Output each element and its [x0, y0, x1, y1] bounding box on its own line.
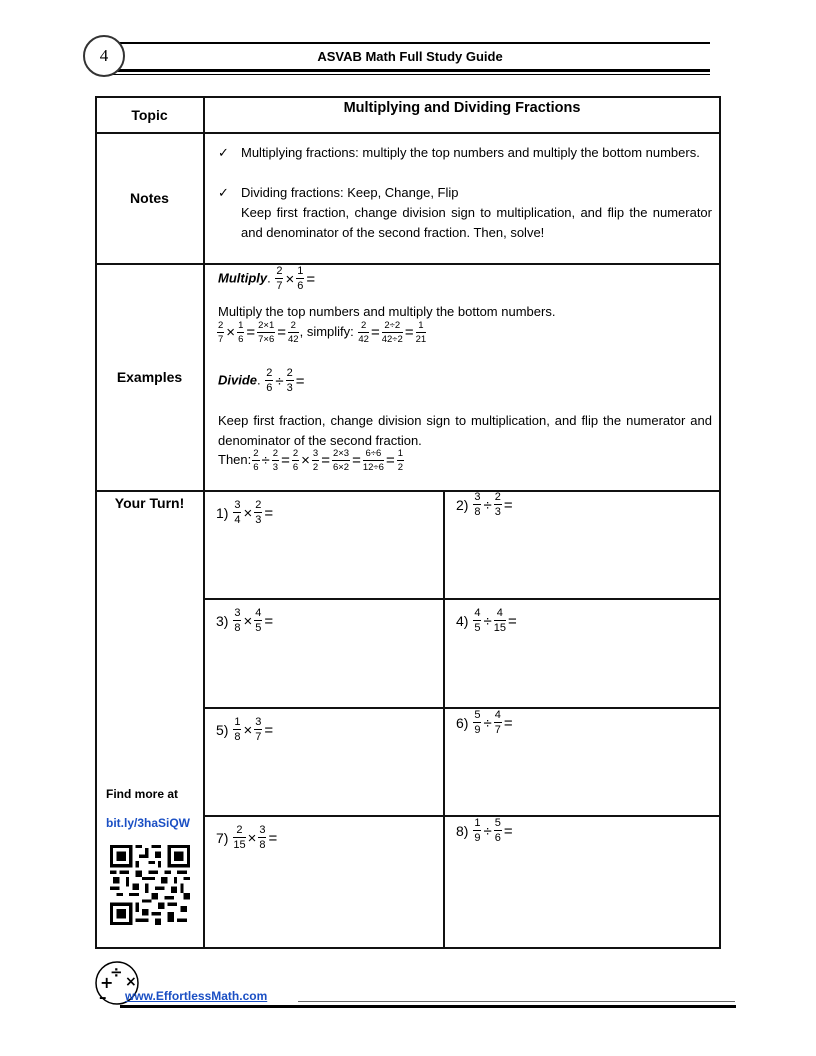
- grid-line: [204, 815, 721, 817]
- page-number: 4: [99, 46, 109, 65]
- checkmark-icon: ✓: [218, 185, 229, 200]
- divide-label: Divide: [218, 372, 258, 388]
- note-multiply: Multiplying fractions: multiply the top numbers and multiply the bottom numbers.: [241, 145, 700, 160]
- svg-text:–: –: [99, 988, 107, 1006]
- problem-6: 6) $\frac{5}{9}$ ÷ $\frac{4}{7}$ =: [456, 709, 513, 736]
- note-divide-detail: Keep first fraction, change division sign to multiplication, and flip the numerator and denominator of the second fraction. Then, solve!: [241, 205, 712, 240]
- divide-explanation: Keep first fraction, change division sign to multiplication, and flip the numerator and denominator of the second fraction.: [218, 413, 712, 448]
- simplify-text: , simplify:: [299, 323, 354, 339]
- divide-worked: Then: $\frac{2}{6}$ ÷ $\frac{2}{3}$ = $\frac{2}{6}$ × $\frac{3}{2}$ = $\frac{2\times 3}{6\times 2}$ = $\frac{6\div 6}{12\div 6}$ = $\frac{1}{2}$: [218, 448, 403, 473]
- multiply-example: Multiply. $\frac{2}{7}$ × $\frac{1}{6}$ =: [218, 265, 316, 292]
- svg-text:+: +: [100, 973, 114, 992]
- grid-line: [443, 490, 445, 948]
- multiply-label: Multiply: [218, 270, 268, 286]
- qr-code-icon: [110, 845, 190, 925]
- footer-website-link[interactable]: www.EffortlessMath.com: [125, 989, 268, 1003]
- header-rule-top: [104, 42, 710, 44]
- divide-example: Divide. $\frac{2}{6}$ ÷ $\frac{2}{3}$ =: [218, 367, 305, 394]
- svg-text:×: ×: [125, 974, 137, 990]
- grid-line: [203, 96, 205, 948]
- header-rule-bottom-thin: [104, 74, 710, 75]
- problem-2: 2) $\frac{3}{8}$ ÷ $\frac{2}{3}$ =: [456, 491, 513, 518]
- checkmark-icon: ✓: [218, 145, 229, 160]
- guide-title: ASVAB Math Full Study Guide: [317, 49, 503, 64]
- then-label: Then:: [218, 451, 252, 467]
- problem-4: 4) $\frac{4}{5}$ ÷ $\frac{4}{15}$ =: [456, 607, 517, 634]
- problem-1: 1) $\frac{3}{4}$ × $\frac{2}{3}$ =: [216, 499, 274, 526]
- examples-label: Examples: [116, 369, 183, 385]
- grid-line: [95, 263, 721, 265]
- svg-text:÷: ÷: [110, 963, 123, 981]
- note-divide: Dividing fractions: Keep, Change, Flip: [241, 185, 459, 200]
- short-link[interactable]: bit.ly/3haSiQW: [106, 816, 191, 830]
- footer-rule-thick: [120, 1005, 736, 1008]
- problem-8: 8) $\frac{1}{9}$ ÷ $\frac{5}{6}$ =: [456, 817, 513, 844]
- header-rule-bottom: [104, 69, 710, 72]
- find-more-text: Find more at: [106, 787, 179, 801]
- grid-line: [95, 96, 721, 98]
- grid-line: [95, 96, 97, 948]
- problem-7: 7) $\frac{2}{15}$ × $\frac{3}{8}$ =: [216, 824, 278, 851]
- problem-5: 5) $\frac{1}{8}$ × $\frac{3}{7}$ =: [216, 716, 274, 743]
- page-number-badge: [83, 35, 125, 77]
- grid-line: [719, 96, 721, 948]
- grid-line: [95, 490, 721, 492]
- topic-title: Multiplying and Dividing Fractions: [343, 100, 581, 116]
- multiply-worked: $\frac{2}{7}$ × $\frac{1}{6}$ = $\frac{2\times 1}{7\times 6}$ = $\frac{2}{42}$ , simplify: $\frac{2}{42}$ = $\frac{2\div 2}{42\div 2}$ = $\frac{1}{21}$: [218, 320, 427, 345]
- your-turn-label: Your Turn!: [114, 495, 185, 511]
- problem-3: 3) $\frac{3}{8}$ × $\frac{4}{5}$ =: [216, 607, 274, 634]
- topic-label: Topic: [131, 107, 168, 123]
- grid-line: [95, 947, 721, 949]
- grid-line: [95, 132, 721, 134]
- footer-rule: [298, 1001, 735, 1002]
- multiply-explanation: Multiply the top numbers and multiply the bottom numbers.: [218, 304, 556, 319]
- notes-label: Notes: [130, 190, 169, 206]
- grid-line: [204, 598, 721, 600]
- grid-line: [204, 707, 721, 709]
